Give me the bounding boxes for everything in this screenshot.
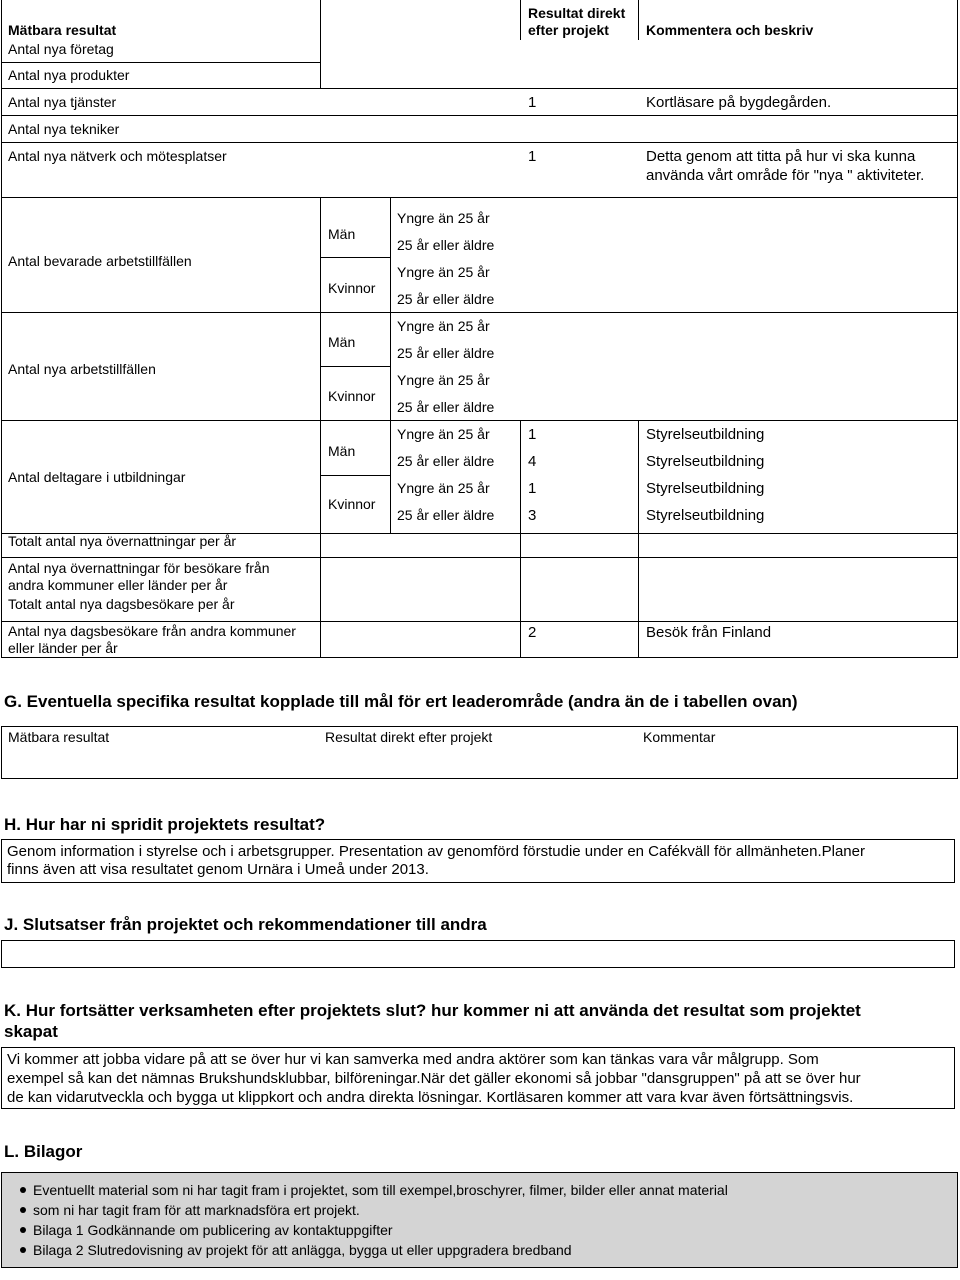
h-text-line: finns även att visa resultatet genom Urnära i Umeå under 2013.: [7, 861, 429, 878]
divider: [520, 0, 521, 40]
day-total: Totalt antal nya dagsbesökare per år: [8, 596, 235, 612]
k-text-line: exempel så kan det nämnas Brukshundsklubbar, bilföreningar.När det gäller ekonomi så jobbar "dansgruppen" på att se över hur: [7, 1070, 861, 1087]
row-line: [1, 197, 958, 198]
women-label: Kvinnor: [328, 388, 376, 404]
participant-comment: Styrelseutbildning: [646, 480, 765, 497]
row-line: [1, 142, 958, 143]
participant-comment: Styrelseutbildning: [646, 426, 765, 443]
women-label: Kvinnor: [328, 280, 376, 296]
row-line: [1, 115, 958, 116]
overnight-total: Totalt antal nya övernattningar per år: [8, 533, 237, 549]
participant-value: 1: [528, 426, 537, 443]
row-value: 1: [528, 148, 537, 165]
row-line: [1, 88, 958, 89]
g-col-comment: Kommentar: [643, 729, 716, 745]
overnight-other: Antal nya övernattningar för besökare från: [8, 560, 270, 576]
row-label: Antal nya tekniker: [8, 121, 120, 137]
men-label: Män: [328, 226, 356, 242]
divider: [638, 420, 639, 658]
day-other: Antal nya dagsbesökare från andra kommuner: [8, 623, 296, 639]
section-k-heading: skapat: [4, 1022, 58, 1041]
row-comment: använda vårt område för "nya " aktiviteter.: [646, 167, 925, 184]
table-border-right: [957, 0, 958, 658]
divider: [320, 197, 321, 658]
row-value: 1: [528, 94, 537, 111]
header-measurable: Mätbara resultat: [8, 22, 117, 38]
bullet-icon: [20, 1247, 26, 1253]
divider: [320, 0, 321, 88]
age-younger: Yngre än 25 år: [397, 372, 490, 388]
age-older: 25 år eller äldre: [397, 453, 495, 469]
section-k-heading: K. Hur fortsätter verksamheten efter projektets slut? hur kommer ni att använda det resultat som projektet: [4, 1001, 861, 1020]
row-comment: Detta genom att titta på hur vi ska kunna: [646, 148, 916, 165]
day-other: eller länder per år: [8, 640, 118, 656]
sub-line: [320, 366, 390, 367]
men-label: Män: [328, 334, 356, 350]
section-g-heading: G. Eventuella specifika resultat kopplade till mål för ert leaderområde (andra än de i tabellen ovan): [4, 692, 798, 711]
participant-comment: Styrelseutbildning: [646, 507, 765, 524]
group-label: Antal nya arbetstillfällen: [8, 361, 156, 377]
women-label: Kvinnor: [328, 496, 376, 512]
group-line: [1, 312, 958, 313]
g-col-result: Resultat direkt efter projekt: [325, 729, 493, 745]
attachment-item: som ni har tagit fram för att marknadsföra ert projekt.: [33, 1202, 360, 1218]
group-line: [1, 420, 958, 421]
age-older: 25 år eller äldre: [397, 399, 495, 415]
h-text-line: Genom information i styrelse och i arbetsgrupper. Presentation av genomförd förstudie under en Cafékväll för allmänheten.Planer: [7, 843, 865, 860]
section-j-heading: J. Slutsatser från projektet och rekommendationer till andra: [4, 915, 487, 934]
participant-value: 3: [528, 507, 537, 524]
header-result-line1: Resultat direkt: [528, 5, 626, 21]
row-line: [1, 62, 321, 63]
divider: [520, 420, 521, 658]
row-line: [1, 557, 958, 558]
age-older: 25 år eller äldre: [397, 507, 495, 523]
row-line: [1, 621, 958, 622]
bullet-icon: [20, 1207, 26, 1213]
participant-value: 1: [528, 480, 537, 497]
age-older: 25 år eller äldre: [397, 237, 495, 253]
day-other-comment: Besök från Finland: [646, 624, 772, 641]
attachment-item: Bilaga 1 Godkännande om publicering av kontaktuppgifter: [33, 1222, 393, 1238]
section-l-heading: L. Bilagor: [4, 1142, 83, 1161]
participant-comment: Styrelseutbildning: [646, 453, 765, 470]
bullet-icon: [20, 1227, 26, 1233]
row-comment: Kortläsare på bygdegården.: [646, 94, 832, 111]
table-border-bottom: [1, 657, 958, 658]
bullet-icon: [20, 1187, 26, 1193]
age-younger: Yngre än 25 år: [397, 426, 490, 442]
section-h-heading: H. Hur har ni spridit projektets resultat?: [4, 815, 326, 834]
header-result-line2: efter projekt: [528, 22, 609, 38]
header-comment: Kommentera och beskriv: [646, 22, 814, 38]
day-other-value: 2: [528, 624, 537, 641]
age-younger: Yngre än 25 år: [397, 264, 490, 280]
k-text-line: Vi kommer att jobba vidare på att se över hur vi kan samverka med andra aktörer som kan tänkas vara vår målgrupp. Som: [7, 1051, 819, 1068]
sub-line: [320, 257, 390, 258]
group-label: Antal bevarade arbetstillfällen: [8, 253, 192, 269]
men-label: Män: [328, 443, 356, 459]
age-older: 25 år eller äldre: [397, 345, 495, 361]
k-text-line: de kan vidarutveckla och bygga ut klippkort och andra direkta lösningar. Kortläsaren kommer att vara kvar även förtsättningsvis.: [7, 1089, 854, 1106]
age-younger: Yngre än 25 år: [397, 210, 490, 226]
divider: [638, 0, 639, 40]
row-label: Antal nya produkter: [8, 67, 130, 83]
row-label: Antal nya nätverk och mötesplatser: [8, 148, 227, 164]
overnight-other: andra kommuner eller länder per år: [8, 577, 228, 593]
age-older: 25 år eller äldre: [397, 291, 495, 307]
attachment-item: Bilaga 2 Slutredovisning av projekt för att anlägga, bygga ut eller uppgradera bredband: [33, 1242, 572, 1258]
section-j-box: [1, 940, 955, 968]
participant-value: 4: [528, 453, 537, 470]
age-younger: Yngre än 25 år: [397, 480, 490, 496]
divider: [390, 197, 391, 533]
table-border-left: [1, 0, 2, 658]
row-label: Antal nya tjänster: [8, 94, 117, 110]
attachment-item: Eventuellt material som ni har tagit fram i projektet, som till exempel,broschyrer, filmer, bilder eller annat material: [33, 1182, 728, 1198]
row-label: Antal nya företag: [8, 41, 114, 57]
sub-line: [320, 475, 390, 476]
g-col-measurable: Mätbara resultat: [8, 729, 110, 745]
group-label: Antal deltagare i utbildningar: [8, 469, 186, 485]
age-younger: Yngre än 25 år: [397, 318, 490, 334]
